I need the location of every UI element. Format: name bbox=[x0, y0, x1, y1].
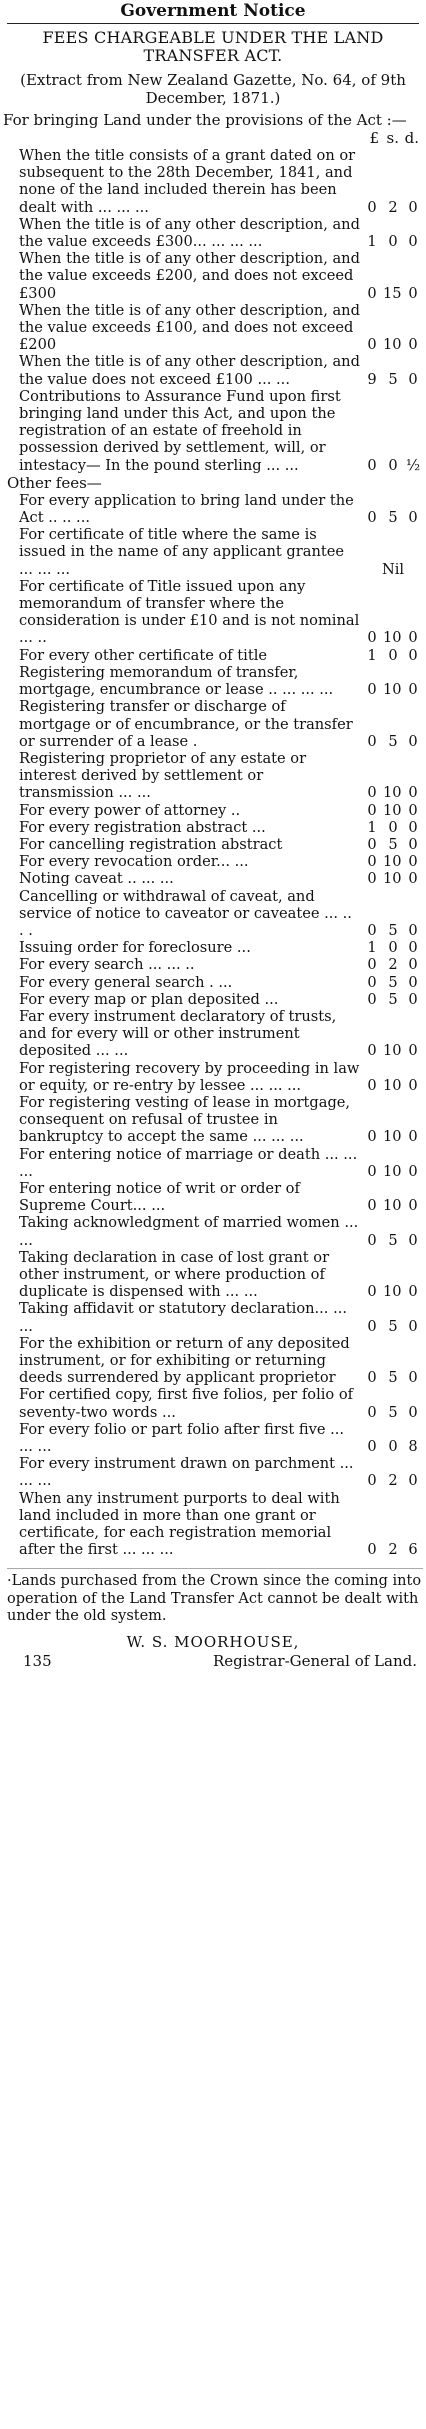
fee-pounds: 0 bbox=[367, 990, 377, 1008]
fee-pounds: 0 bbox=[367, 1283, 377, 1301]
fee-amount bbox=[365, 1129, 421, 1146]
fee-row bbox=[19, 1300, 423, 1334]
pence-column-label: d. bbox=[404, 129, 419, 147]
fee-amount bbox=[365, 1438, 421, 1455]
fee-row bbox=[19, 216, 423, 250]
fee-description: Registering transfer or discharge of mortgage or of encumbrance, or the transfer or surrender of a lease . bbox=[19, 698, 353, 750]
fee-amount bbox=[365, 630, 421, 647]
fee-pence: 0 bbox=[408, 233, 418, 251]
fee-pence: 0 bbox=[408, 509, 418, 527]
fee-amount bbox=[365, 1077, 421, 1094]
fee-shillings: 2 bbox=[388, 1541, 398, 1559]
fee-pence: 0 bbox=[408, 870, 418, 888]
fee-row bbox=[19, 956, 423, 973]
fee-shillings: 5 bbox=[388, 990, 398, 1008]
fee-description: For every power of attorney .. bbox=[19, 801, 241, 819]
fee-description: Far every instrument declaratory of trusts, and for every will or other instrument deposited ... ... bbox=[19, 1007, 337, 1060]
fee-row bbox=[19, 1008, 423, 1060]
fee-amount bbox=[365, 371, 421, 388]
fee-row bbox=[19, 1214, 423, 1248]
fee-description: Cancelling or withdrawal of caveat, and service of notice to caveator or caveatee ... .. . . bbox=[19, 887, 352, 939]
pounds-column-label: £ bbox=[369, 129, 379, 147]
fee-row bbox=[19, 939, 423, 956]
fee-shillings: 2 bbox=[388, 198, 398, 216]
shillings-column-label: s. bbox=[386, 129, 399, 147]
fee-amount bbox=[365, 233, 421, 250]
fee-row bbox=[19, 147, 423, 216]
fee-description: When the title is of any other description, and the value exceeds £200, and does not exceed £300 bbox=[19, 250, 360, 302]
fee-pence: 0 bbox=[408, 1162, 418, 1180]
fee-description: For every search ... ... .. bbox=[19, 956, 195, 974]
fee-pounds: 0 bbox=[367, 509, 377, 527]
notice-title: FEES CHARGEABLE UNDER THE LAND TRANSFER ACT. bbox=[42, 28, 384, 65]
fee-row bbox=[19, 1335, 423, 1387]
fee-row bbox=[19, 388, 423, 474]
fee-pence: 0 bbox=[408, 1231, 418, 1249]
fee-description: Taking acknowledgment of married women ... ... bbox=[19, 1214, 359, 1249]
fee-row bbox=[19, 1146, 423, 1180]
fee-shillings: 10 bbox=[383, 784, 402, 802]
fee-shillings: Nil bbox=[381, 560, 405, 578]
fee-row bbox=[19, 1180, 423, 1214]
fee-pounds: 9 bbox=[367, 370, 377, 388]
fee-pence: 0 bbox=[408, 818, 418, 836]
other-fees-list bbox=[3, 492, 423, 1559]
fee-description: For registering vesting of lease in mortgage, consequent on refusal of trustee in bankruptcy to accept the same ... ... ... bbox=[19, 1093, 351, 1146]
fee-pence: 8 bbox=[408, 1438, 418, 1456]
fee-row bbox=[19, 991, 423, 1008]
fee-amount bbox=[365, 1283, 421, 1300]
fee-pence: 0 bbox=[408, 801, 418, 819]
fee-row bbox=[19, 250, 423, 302]
fee-pounds: 0 bbox=[367, 835, 377, 853]
fee-description: For the exhibition or return of any deposited instrument, or for exhibiting or returning deeds surrendered by applicant proprietor bbox=[19, 1334, 350, 1387]
fee-description: For every application to bring land under the Act .. .. ... bbox=[19, 491, 354, 527]
fee-description: Contributions to Assurance Fund upon first bringing land under this Act, and upon the registration of an estate of freehold in possession derived by settlement, will, or intestacy— In the pound sterling ... ... bbox=[19, 387, 341, 474]
fee-pence: 0 bbox=[408, 835, 418, 853]
fee-pounds: 0 bbox=[367, 732, 377, 750]
fee-amount bbox=[365, 733, 421, 750]
fee-row bbox=[19, 1421, 423, 1455]
fee-amount bbox=[365, 991, 421, 1008]
fee-pence: 0 bbox=[408, 1197, 418, 1215]
fee-pence: 0 bbox=[408, 921, 418, 939]
fee-pence: 0 bbox=[408, 1076, 418, 1094]
intro-text: For bringing Land under the provisions of the Act :— bbox=[3, 111, 407, 129]
signature-line bbox=[3, 1652, 423, 1674]
fee-shillings: 10 bbox=[383, 801, 402, 819]
fee-amount bbox=[365, 199, 421, 216]
fee-row bbox=[19, 853, 423, 870]
fee-shillings: 10 bbox=[383, 629, 402, 647]
fee-pence: 0 bbox=[408, 629, 418, 647]
fee-shillings: 10 bbox=[383, 1076, 402, 1094]
fee-row bbox=[19, 492, 423, 526]
fee-description: For certified copy, first five folios, per folio of seventy-two words ... bbox=[19, 1386, 354, 1421]
fee-shillings: 5 bbox=[388, 1231, 398, 1249]
fee-description: For every instrument drawn on parchment ... ... ... bbox=[19, 1455, 354, 1490]
office-title: Registrar-General of Land. bbox=[212, 1651, 417, 1670]
fee-shillings: 0 bbox=[388, 646, 398, 664]
fee-amount bbox=[365, 1232, 421, 1249]
fee-pence: 0 bbox=[408, 1128, 418, 1146]
fee-pounds: 1 bbox=[367, 939, 377, 957]
fee-pence: 0 bbox=[408, 1472, 418, 1490]
fee-shillings: 0 bbox=[388, 233, 398, 251]
fee-shillings: 5 bbox=[388, 921, 398, 939]
fee-shillings: 15 bbox=[383, 284, 402, 302]
fee-description: When the title consists of a grant dated on or subsequent to the 28th December, 1841, and none of the land included therein has been dealt with ... ... ... bbox=[19, 147, 356, 216]
fee-amount bbox=[365, 836, 421, 853]
fee-row bbox=[19, 974, 423, 991]
fee-pence: 0 bbox=[408, 1042, 418, 1060]
fee-row bbox=[19, 1455, 423, 1489]
fee-amount bbox=[365, 561, 421, 578]
fee-amount bbox=[365, 819, 421, 836]
fee-amount bbox=[365, 1318, 421, 1335]
fee-shillings: 5 bbox=[388, 973, 398, 991]
fee-description: Registering proprietor of any estate or interest derived by settlement or transmission ... ... bbox=[19, 749, 307, 802]
footnote: ·Lands purchased from the Crown since the coming into operation of the Land Transfer Act cannot be dealt with under the old system. bbox=[7, 1568, 423, 1626]
fee-shillings: 5 bbox=[388, 835, 398, 853]
fee-pence: 0 bbox=[408, 990, 418, 1008]
fee-pence: 0 bbox=[408, 336, 418, 354]
fee-description: Taking declaration in case of lost grant or other instrument, or where production of duplicate is dispensed with ... ... bbox=[19, 1248, 330, 1301]
fee-amount bbox=[365, 939, 421, 956]
gazette-extract: (Extract from New Zealand Gazette, No. 64, of 9th December, 1871.) bbox=[20, 71, 406, 107]
fee-shillings: 10 bbox=[383, 1162, 402, 1180]
fee-description: For registering recovery by proceeding in law or equity, or re-entry by lessee ... ... ... bbox=[19, 1059, 360, 1094]
currency-columns bbox=[3, 129, 423, 147]
fee-description: For certificate of title where the same is issued in the name of any applicant grantee ... ... ... bbox=[19, 526, 344, 578]
fee-row bbox=[19, 647, 423, 664]
signature: W. S. MOORHOUSE, bbox=[126, 1632, 300, 1651]
fee-pounds: 0 bbox=[367, 1197, 377, 1215]
fee-description: Issuing order for foreclosure ... bbox=[19, 939, 251, 957]
fee-row bbox=[19, 1094, 423, 1146]
fee-shillings: 10 bbox=[383, 681, 402, 699]
fee-amount bbox=[365, 681, 421, 698]
fee-description: When the title is of any other description, and the value exceeds £100, and does not exceed £200 bbox=[19, 301, 360, 354]
fee-pence: 0 bbox=[408, 1283, 418, 1301]
fee-pence: 0 bbox=[408, 646, 418, 664]
fee-shillings: 0 bbox=[388, 939, 398, 957]
fee-shillings: 10 bbox=[383, 1283, 402, 1301]
fee-amount bbox=[365, 1369, 421, 1386]
fee-pence: ½ bbox=[406, 456, 421, 474]
fee-row bbox=[19, 1490, 423, 1559]
fee-pounds: 0 bbox=[367, 1042, 377, 1060]
fee-amount bbox=[365, 457, 421, 474]
fee-description: For every revocation order... ... bbox=[19, 853, 249, 871]
fee-amount bbox=[365, 785, 421, 802]
fee-shillings: 10 bbox=[383, 870, 402, 888]
fee-row bbox=[19, 1386, 423, 1420]
fee-row bbox=[19, 664, 423, 698]
fee-amount bbox=[365, 1404, 421, 1421]
fee-row bbox=[19, 888, 423, 940]
fee-amount bbox=[365, 957, 421, 974]
fee-description: Registering memorandum of transfer, mortgage, encumbrance or lease .. ... ... ... bbox=[19, 663, 334, 699]
fee-row bbox=[19, 836, 423, 853]
fee-shillings: 0 bbox=[388, 818, 398, 836]
fee-pounds: 1 bbox=[367, 818, 377, 836]
fee-pounds: 0 bbox=[367, 1541, 377, 1559]
fee-pounds: 0 bbox=[367, 1231, 377, 1249]
fee-pounds: 0 bbox=[367, 1403, 377, 1421]
fee-description: For every folio or part folio after first five ... ... ... bbox=[19, 1420, 345, 1456]
fee-pounds: 0 bbox=[367, 336, 377, 354]
fee-shillings: 10 bbox=[383, 1042, 402, 1060]
fee-pounds: 0 bbox=[367, 973, 377, 991]
fee-pence: 0 bbox=[408, 732, 418, 750]
fee-pounds: 0 bbox=[367, 1162, 377, 1180]
fee-pounds: 1 bbox=[367, 233, 377, 251]
fee-row bbox=[19, 353, 423, 387]
fee-shillings: 10 bbox=[383, 1128, 402, 1146]
fee-amount bbox=[365, 1197, 421, 1214]
fee-shillings: 2 bbox=[388, 1472, 398, 1490]
fee-pence: 0 bbox=[408, 956, 418, 974]
fee-shillings: 5 bbox=[388, 509, 398, 527]
fee-shillings: 5 bbox=[388, 732, 398, 750]
fee-description: For cancelling registration abstract bbox=[19, 835, 283, 853]
fee-row bbox=[19, 870, 423, 887]
fee-pounds: 0 bbox=[367, 1472, 377, 1490]
fee-shillings: 10 bbox=[383, 336, 402, 354]
fee-pounds: 0 bbox=[367, 1317, 377, 1335]
fee-description: When the title is of any other description, and the value does not exceed £100 ... ... bbox=[19, 353, 360, 388]
other-fees-label: Other fees— bbox=[7, 473, 102, 492]
fee-shillings: 5 bbox=[388, 1403, 398, 1421]
fee-shillings: 2 bbox=[388, 956, 398, 974]
fee-shillings: 10 bbox=[383, 1197, 402, 1215]
fee-pence: 0 bbox=[408, 284, 418, 302]
fee-row bbox=[19, 819, 423, 836]
fee-pence: 0 bbox=[408, 973, 418, 991]
fee-description: For every map or plan deposited ... bbox=[19, 990, 279, 1008]
fee-row bbox=[19, 1060, 423, 1094]
reference-number: 135 bbox=[23, 1651, 52, 1670]
fee-pounds: 0 bbox=[367, 853, 377, 871]
fee-pounds: 0 bbox=[367, 198, 377, 216]
fee-amount bbox=[365, 647, 421, 664]
fee-amount bbox=[365, 853, 421, 870]
fee-pounds: 0 bbox=[367, 1076, 377, 1094]
fee-amount bbox=[365, 974, 421, 991]
fee-description: When the title is of any other description, and the value exceeds £300... ... ... ... bbox=[19, 215, 360, 251]
fee-amount bbox=[365, 1163, 421, 1180]
fee-pounds: 0 bbox=[367, 1438, 377, 1456]
fee-pence: 0 bbox=[408, 198, 418, 216]
fee-pounds: 0 bbox=[367, 1369, 377, 1387]
fee-description: For every registration abstract ... bbox=[19, 818, 266, 836]
fee-amount bbox=[365, 1473, 421, 1490]
fee-description: For every general search . ... bbox=[19, 973, 233, 991]
notice-header: Government Notice bbox=[7, 0, 419, 24]
fee-row bbox=[19, 302, 423, 354]
fee-shillings: 0 bbox=[388, 1438, 398, 1456]
fee-description: For every other certificate of title bbox=[19, 646, 268, 664]
fee-pounds: 0 bbox=[367, 456, 377, 474]
fee-pence: 0 bbox=[408, 853, 418, 871]
fee-pence: 0 bbox=[408, 939, 418, 957]
fee-description: When any instrument purports to deal with land included in more than one grant or certificate, for each registration memorial after the first ... ... ... bbox=[19, 1489, 340, 1559]
fee-row bbox=[19, 526, 423, 578]
fee-amount bbox=[365, 285, 421, 302]
fee-pounds: 1 bbox=[367, 646, 377, 664]
fee-pounds: 0 bbox=[367, 870, 377, 888]
fee-amount bbox=[365, 509, 421, 526]
fee-pounds: 0 bbox=[367, 681, 377, 699]
fee-pence: 0 bbox=[408, 681, 418, 699]
fee-amount bbox=[365, 922, 421, 939]
fee-pounds: 0 bbox=[367, 801, 377, 819]
fee-description: For entering notice of writ or order of Supreme Court... ... bbox=[19, 1179, 300, 1215]
fee-pounds: 0 bbox=[367, 921, 377, 939]
fee-description: Noting caveat .. ... ... bbox=[19, 870, 174, 888]
fee-pence: 0 bbox=[408, 370, 418, 388]
fee-pence: 0 bbox=[408, 784, 418, 802]
fee-description: For entering notice of marriage or death ... ... ... bbox=[19, 1145, 358, 1180]
fee-pence: 6 bbox=[408, 1541, 418, 1559]
fee-amount bbox=[365, 1541, 421, 1558]
fee-row bbox=[19, 698, 423, 750]
fee-amount bbox=[365, 336, 421, 353]
fee-pence: 0 bbox=[408, 1403, 418, 1421]
fee-row bbox=[19, 802, 423, 819]
fee-shillings: 10 bbox=[383, 853, 402, 871]
fee-pounds: 0 bbox=[367, 956, 377, 974]
fee-pounds: 0 bbox=[367, 784, 377, 802]
land-fees-list bbox=[3, 147, 423, 474]
fee-description: Taking affidavit or statutory declaration... ... ... bbox=[19, 1300, 348, 1335]
fee-row bbox=[19, 750, 423, 802]
fee-shillings: 5 bbox=[388, 370, 398, 388]
fee-row bbox=[19, 1249, 423, 1301]
fee-row bbox=[19, 578, 423, 647]
fee-pounds: 0 bbox=[367, 1128, 377, 1146]
fee-pounds: 0 bbox=[367, 284, 377, 302]
fee-pence: 0 bbox=[408, 1369, 418, 1387]
fee-shillings: 5 bbox=[388, 1369, 398, 1387]
fee-pence: 0 bbox=[408, 1317, 418, 1335]
fee-amount bbox=[365, 871, 421, 888]
fee-description: For certificate of Title issued upon any memorandum of transfer where the consideration is under £10 and is not nominal ... .. bbox=[19, 577, 360, 647]
fee-shillings: 0 bbox=[388, 456, 398, 474]
fee-amount bbox=[365, 1043, 421, 1060]
fee-shillings: 5 bbox=[388, 1317, 398, 1335]
fee-amount bbox=[365, 802, 421, 819]
fee-pounds: 0 bbox=[367, 629, 377, 647]
